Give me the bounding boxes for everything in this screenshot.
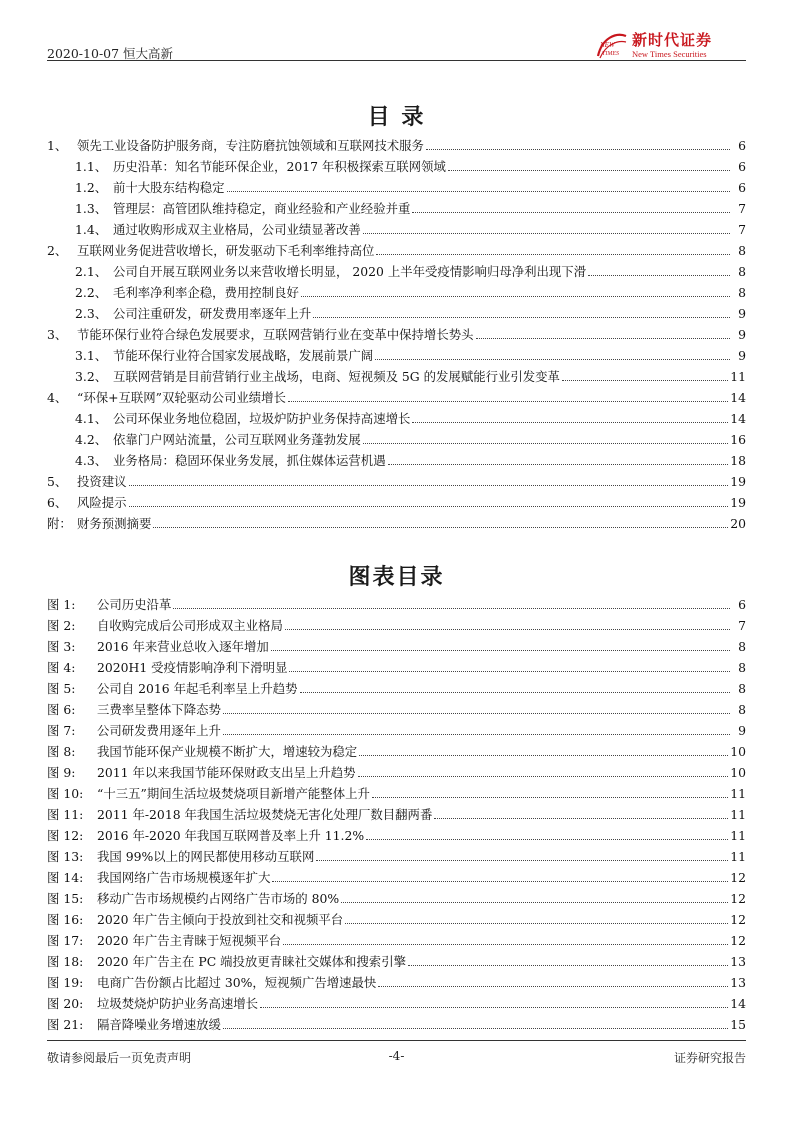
figure-entry-title: 自收购完成后公司形成双主业格局: [97, 618, 283, 633]
figure-entry-number: 图 6:: [47, 702, 76, 717]
dot-leader: [426, 135, 730, 150]
dot-leader: [412, 408, 728, 423]
figure-entry[interactable]: [47, 657, 746, 678]
report-type: 证券研究报告: [673, 1051, 746, 1065]
figure-entry-title: 公司自 2016 年起毛利率呈上升趋势: [97, 681, 298, 696]
toc-entry-page: 8: [738, 243, 746, 258]
figure-entry-number: 图 18:: [47, 954, 84, 969]
company-logo: [596, 28, 746, 62]
svg-text:TIMES: TIMES: [602, 51, 619, 57]
toc-entry-title: 节能环保行业符合绿色发展要求，互联网营销行业在变革中保持增长势头: [77, 327, 474, 342]
figure-entry[interactable]: [47, 678, 746, 699]
figure-entry-title: 我国节能环保产业规模不断扩大，增速较为稳定: [97, 744, 358, 759]
figure-entry[interactable]: [47, 615, 746, 636]
dot-leader: [272, 867, 728, 882]
figure-entry[interactable]: [47, 867, 746, 888]
dot-leader: [434, 804, 728, 819]
toc-entry[interactable]: [47, 492, 746, 513]
figure-entry-number: 图 20:: [47, 996, 84, 1011]
figure-entry-page: 8: [738, 660, 746, 675]
figure-entry-title: 电商广告份额占比超过 30%，短视频广告增速最快: [97, 975, 377, 990]
toc-entry-title: 通过收购形成双主业格局，公司业绩显著改善: [113, 222, 361, 237]
toc-entry-page: 7: [738, 222, 746, 237]
toc-entry-title: 公司自开展互联网业务以来营收增长明显， 2020 上半年受疫情影响归母净利出现下滑: [113, 264, 587, 279]
dot-leader: [359, 741, 728, 756]
dot-leader: [345, 909, 728, 924]
toc-entry[interactable]: [47, 261, 746, 282]
figure-entry[interactable]: [47, 783, 746, 804]
toc-entry[interactable]: [47, 198, 746, 219]
toc-entry-page: 9: [738, 327, 746, 342]
dot-leader: [358, 762, 729, 777]
figure-entry-number: 图 7:: [47, 723, 76, 738]
figure-entry-page: 11: [730, 786, 746, 801]
figure-entry-number: 图 1:: [47, 597, 76, 612]
toc-entry[interactable]: [47, 450, 746, 471]
figure-entry-page: 15: [730, 1017, 746, 1032]
figure-entry-number: 图 12:: [47, 828, 84, 843]
toc-entry-number: 3、: [47, 327, 68, 342]
dot-leader: [363, 219, 730, 234]
figure-entry-number: 图 16:: [47, 912, 84, 927]
toc-entry[interactable]: [47, 177, 746, 198]
figure-entry-title: 公司研发费用逐年上升: [97, 723, 221, 738]
new-times-logo-icon: [596, 30, 628, 60]
figure-entry-page: 12: [730, 870, 746, 885]
figure-entry[interactable]: [47, 741, 746, 762]
figure-entry-number: 图 13:: [47, 849, 84, 864]
toc-entry-title: 节能环保行业符合国家发展战略，发展前景广阔: [113, 348, 374, 363]
figure-entry-number: 图 4:: [47, 660, 76, 675]
dot-leader: [271, 636, 730, 651]
figure-entry[interactable]: [47, 720, 746, 741]
figure-entry-number: 图 14:: [47, 870, 84, 885]
dot-leader: [285, 615, 730, 630]
figure-entry-number: 图 3:: [47, 639, 76, 654]
figure-entry-title: 移动广告市场规模约占网络广告市场的 80%: [97, 891, 340, 906]
dot-leader: [366, 825, 728, 840]
figure-entry-title: 2011 年-2018 年我国生活垃圾焚烧无害化处理厂数目翻两番: [97, 807, 433, 822]
figure-entry-page: 13: [730, 954, 746, 969]
figure-entry[interactable]: [47, 825, 746, 846]
toc-entry-page: 14: [730, 390, 746, 405]
toc-entry-title: 财务预测摘要: [77, 516, 152, 531]
toc-entry[interactable]: [47, 156, 746, 177]
toc-entry-page: 19: [730, 474, 746, 489]
toc-entry-page: 7: [738, 201, 746, 216]
figures-list: [47, 594, 746, 1035]
figure-entry[interactable]: [47, 846, 746, 867]
figure-entry-title: 2020 年广告主在 PC 端投放更青睐社交媒体和搜索引擎: [97, 954, 406, 969]
dot-leader: [129, 492, 729, 507]
toc-entry-title: 业务格局：稳固环保业务发展，抓住媒体运营机遇: [113, 453, 386, 468]
figure-entry-page: 7: [738, 618, 746, 633]
figure-entry-page: 12: [730, 933, 746, 948]
figure-entry-number: 图 8:: [47, 744, 76, 759]
figure-entry-title: 我国 99%以上的网民都使用移动互联网: [97, 849, 315, 864]
figure-entry-number: 图 19:: [47, 975, 84, 990]
figure-entry-title: 我国网络广告市场规模逐年扩大: [97, 870, 271, 885]
figure-entry-title: 2020 年广告主倾向于投放到社交和视频平台: [97, 912, 344, 927]
figure-entry-page: 10: [730, 744, 746, 759]
figure-entry-number: 图 10:: [47, 786, 84, 801]
toc-entry-title: 公司环保业务地位稳固，垃圾炉防护业务保持高速增长: [113, 411, 411, 426]
toc-entry-number: 1.4、: [75, 222, 108, 237]
dot-leader: [448, 156, 730, 171]
toc-entry-title: 依靠门户网站流量，公司互联网业务蓬勃发展: [113, 432, 361, 447]
toc-entry-title: 投资建议: [77, 474, 127, 489]
toc-entry-page: 6: [738, 138, 746, 153]
figures-title: 图表目录: [348, 564, 445, 590]
toc-entry[interactable]: [47, 513, 746, 534]
toc-entry-title: 管理层：高管团队维持稳定，商业经验和产业经验并重: [113, 201, 411, 216]
toc-entry-number: 4.1、: [75, 411, 108, 426]
dot-leader: [288, 387, 728, 402]
toc-entry[interactable]: [47, 219, 746, 240]
toc-entry-number: 4、: [47, 390, 68, 405]
figure-entry-number: 图 11:: [47, 807, 84, 822]
dot-leader: [341, 888, 728, 903]
toc-entry-page: 8: [738, 264, 746, 279]
dot-leader: [412, 198, 730, 213]
figure-entry-number: 图 17:: [47, 933, 84, 948]
dot-leader: [301, 282, 730, 297]
toc-entry-page: 8: [738, 285, 746, 300]
dot-leader: [316, 846, 728, 861]
figure-entry-title: 垃圾焚烧炉防护业务高速增长: [97, 996, 259, 1011]
dot-leader: [289, 657, 730, 672]
figure-entry-page: 9: [738, 723, 746, 738]
header-divider: [47, 60, 746, 61]
toc-entry-number: 1、: [47, 138, 68, 153]
figure-entry-title: 三费率呈整体下降态势: [97, 702, 221, 717]
toc-entry-number: 3.1、: [75, 348, 108, 363]
figure-entry[interactable]: [47, 1014, 746, 1035]
dot-leader: [372, 783, 728, 798]
toc-entry[interactable]: [47, 282, 746, 303]
toc-entry-title: 领先工业设备防护服务商，专注防磨抗蚀领域和互联网技术服务: [77, 138, 424, 153]
dot-leader: [476, 324, 731, 339]
header-date-company: 2020-10-07 恒大高新: [47, 46, 174, 61]
toc-entry-number: 1.2、: [75, 180, 108, 195]
figure-entry-page: 8: [738, 681, 746, 696]
figure-entry-page: 8: [738, 639, 746, 654]
dot-leader: [313, 303, 730, 318]
toc-entry-number: 4.2、: [75, 432, 108, 447]
dot-leader: [562, 366, 728, 381]
figure-entry-page: 10: [730, 765, 746, 780]
figure-entry-page: 13: [730, 975, 746, 990]
toc-entry[interactable]: [47, 324, 746, 345]
dot-leader: [378, 972, 728, 987]
dot-leader: [388, 450, 729, 465]
toc-entry-number: 2.2、: [75, 285, 108, 300]
figure-entry[interactable]: [47, 762, 746, 783]
dot-leader: [153, 513, 728, 528]
toc-entry[interactable]: [47, 303, 746, 324]
figure-entry[interactable]: [47, 804, 746, 825]
toc-entry-title: 风险提示: [77, 495, 127, 510]
toc-entry-number: 1.3、: [75, 201, 108, 216]
toc-entry-page: 16: [730, 432, 746, 447]
dot-leader: [129, 471, 729, 486]
toc-entry-title: 毛利率净利率企稳，费用控制良好: [113, 285, 299, 300]
toc-entry-page: 11: [730, 369, 746, 384]
dot-leader: [300, 678, 731, 693]
logo-chinese-name: 新时代证券: [632, 31, 713, 49]
toc-entry-number: 3.2、: [75, 369, 108, 384]
page-header: [47, 28, 746, 68]
toc-entry[interactable]: [47, 408, 746, 429]
figure-entry-title: 2020H1 受疫情影响净利下滑明显: [97, 660, 288, 675]
toc-title: 目 录: [367, 104, 426, 130]
figure-entry[interactable]: [47, 909, 746, 930]
figure-entry-title: 2020 年广告主青睐于短视频平台: [97, 933, 282, 948]
dot-leader: [408, 951, 728, 966]
figure-entry-title: 2011 年以来我国节能环保财政支出呈上升趋势: [97, 765, 356, 780]
toc-entry-page: 19: [730, 495, 746, 510]
toc-entry-title: 互联网业务促进营收增长，研发驱动下毛利率维持高位: [77, 243, 375, 258]
toc-entry-page: 6: [738, 159, 746, 174]
dot-leader: [375, 345, 730, 360]
dot-leader: [173, 594, 730, 609]
toc-entry[interactable]: [47, 135, 746, 156]
figure-entry-page: 11: [730, 828, 746, 843]
figure-entry-page: 12: [730, 912, 746, 927]
figure-entry-number: 图 2:: [47, 618, 76, 633]
toc-entry-page: 14: [730, 411, 746, 426]
figure-entry[interactable]: [47, 636, 746, 657]
toc-entry-page: 6: [738, 180, 746, 195]
dot-leader: [283, 930, 728, 945]
toc-entry[interactable]: [47, 345, 746, 366]
figure-entry-number: 图 15:: [47, 891, 84, 906]
figure-entry-number: 图 9:: [47, 765, 76, 780]
toc-entry-title: 前十大股东结构稳定: [113, 180, 225, 195]
toc-entry-title: “环保+互联网”双轮驱动公司业绩增长: [77, 390, 286, 405]
dot-leader: [588, 261, 730, 276]
dot-leader: [363, 429, 728, 444]
dot-leader: [227, 177, 730, 192]
toc-entry-number: 2.3、: [75, 306, 108, 321]
toc-entry-number: 1.1、: [75, 159, 108, 174]
toc-entry-number: 4.3、: [75, 453, 108, 468]
toc-entry-number: 5、: [47, 474, 68, 489]
figure-entry[interactable]: [47, 951, 746, 972]
figure-entry-title: “十三五”期间生活垃圾焚烧项目新增产能整体上升: [97, 786, 370, 801]
toc-entry-title: 公司注重研发，研发费用率逐年上升: [113, 306, 312, 321]
toc-entry-number: 6、: [47, 495, 68, 510]
toc-entry-title: 互联网营销是目前营销行业主战场，电商、短视频及 5G 的发展赋能行业引发变革: [113, 369, 560, 384]
toc-entry-page: 9: [738, 306, 746, 321]
figure-entry[interactable]: [47, 972, 746, 993]
dot-leader: [260, 993, 728, 1008]
figure-entry-title: 隔音降噪业务增速放缓: [97, 1017, 221, 1032]
figure-entry-title: 2016 年来营业总收入逐年增加: [97, 639, 269, 654]
figure-entry-page: 8: [738, 702, 746, 717]
figure-entry-number: 图 5:: [47, 681, 76, 696]
disclaimer-note: 敬请参阅最后一页免责声明: [47, 1051, 192, 1065]
figure-entry-title: 2016 年-2020 年我国互联网普及率上升 11.2%: [97, 828, 365, 843]
svg-text:NEW: NEW: [600, 41, 615, 49]
toc-entry-page: 18: [730, 453, 746, 468]
toc-entry[interactable]: [47, 387, 746, 408]
figure-entry-title: 公司历史沿革: [97, 597, 172, 612]
figure-entry[interactable]: [47, 993, 746, 1014]
figure-entry[interactable]: [47, 594, 746, 615]
toc-entry-number: 2.1、: [75, 264, 108, 279]
dot-leader: [223, 1014, 728, 1029]
toc-entry-page: 20: [730, 516, 746, 531]
footer-divider: [47, 1040, 746, 1041]
figure-entry-page: 6: [738, 597, 746, 612]
logo-english-name: New Times Securities: [632, 49, 707, 59]
toc-entry[interactable]: [47, 471, 746, 492]
dot-leader: [223, 699, 730, 714]
figure-entry[interactable]: [47, 699, 746, 720]
toc-entry[interactable]: [47, 429, 746, 450]
toc-entry-number: 2、: [47, 243, 68, 258]
figure-entry[interactable]: [47, 930, 746, 951]
toc-entry-title: 历史沿革：知名节能环保企业，2017 年积极探索互联网领域: [113, 159, 446, 174]
figure-entry-page: 11: [730, 807, 746, 822]
toc-entry[interactable]: [47, 366, 746, 387]
figure-entry-number: 图 21:: [47, 1017, 84, 1032]
dot-leader: [376, 240, 730, 255]
toc-entry-page: 9: [738, 348, 746, 363]
dot-leader: [223, 720, 730, 735]
figure-entry-page: 11: [730, 849, 746, 864]
figure-entry-page: 14: [730, 996, 746, 1011]
toc-entry[interactable]: [47, 240, 746, 261]
toc-list: [47, 135, 746, 534]
toc-entry-number: 附：: [47, 516, 72, 531]
figure-entry[interactable]: [47, 888, 746, 909]
figure-entry-page: 12: [730, 891, 746, 906]
page-number: -4-: [388, 1049, 405, 1063]
